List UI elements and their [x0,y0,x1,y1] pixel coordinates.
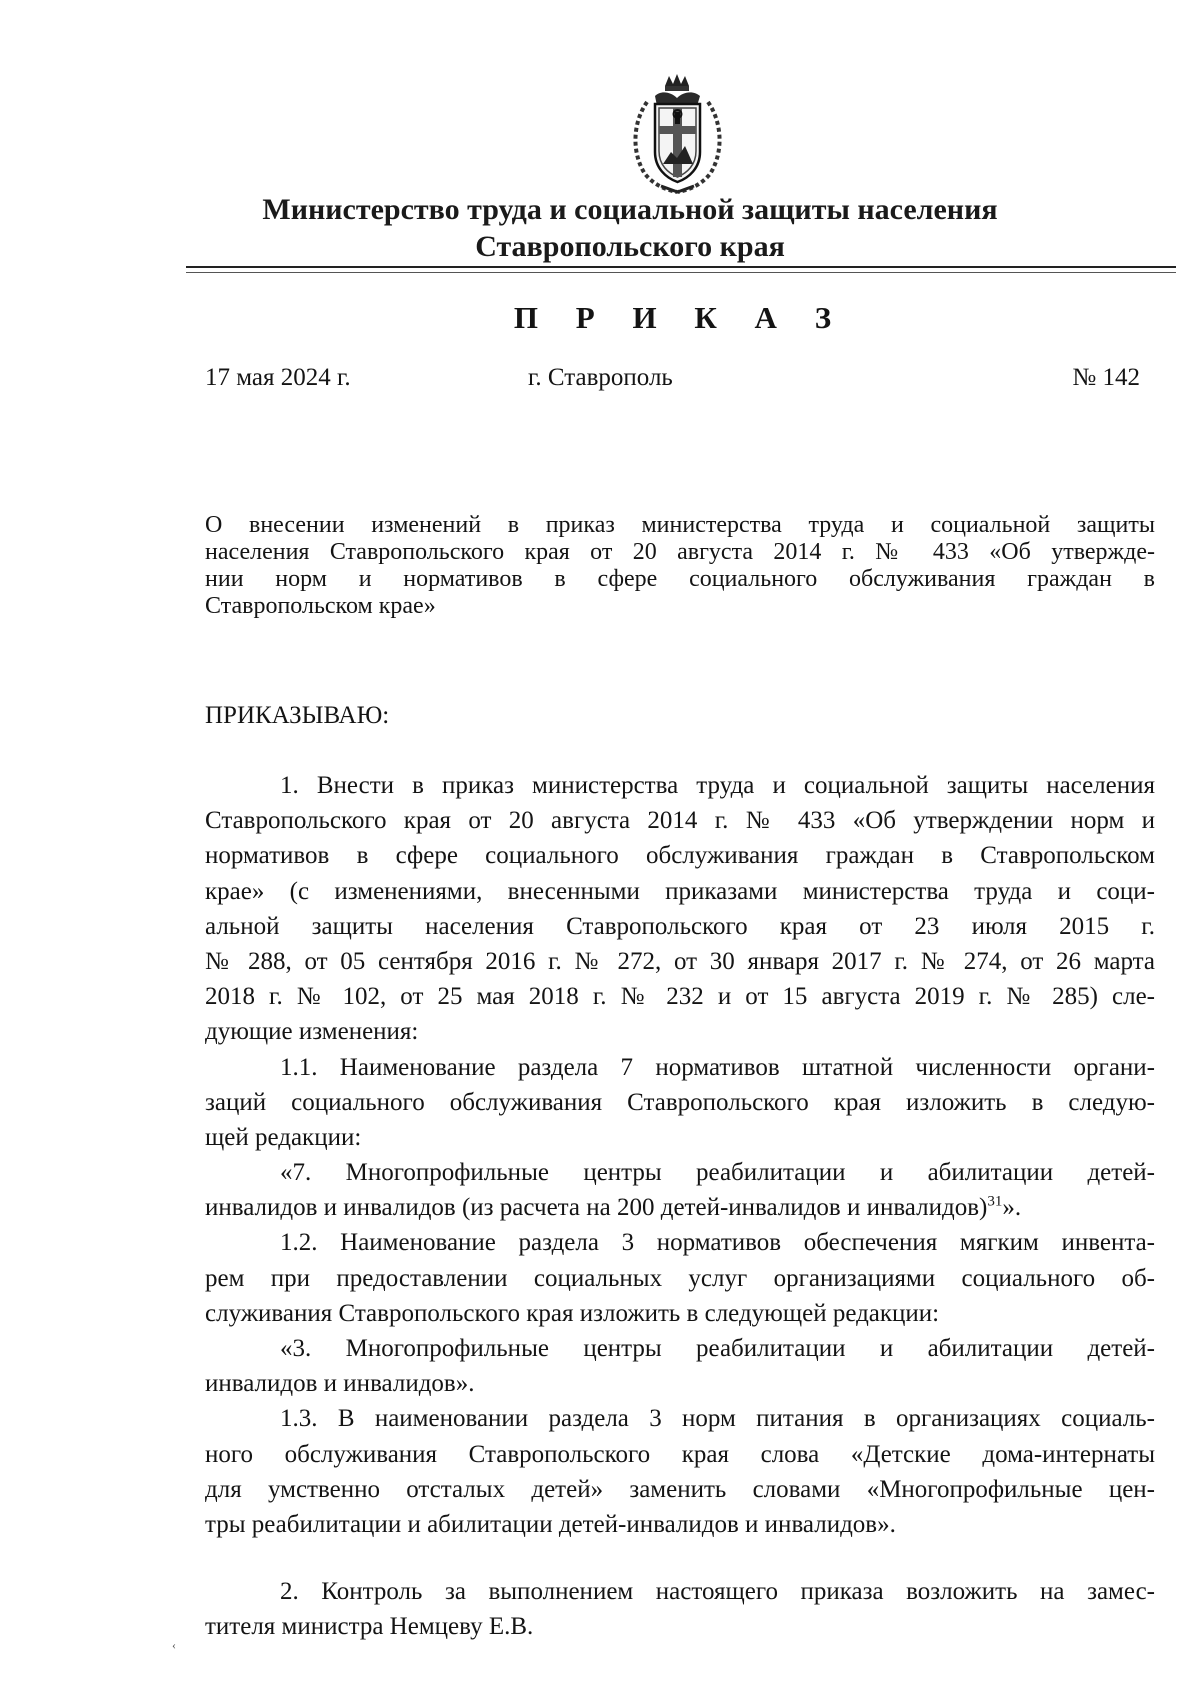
ministry-name-line-1: Министерство труда и социальной защиты населения [262,193,998,226]
order-city: г. Ставрополь [528,364,673,391]
body-line: щей редакции: [205,1123,362,1151]
subject-line: Ставропольском крае» [205,593,436,619]
body-line: ного обслуживания Ставропольского края слова «Детские дома-интернаты [205,1440,1155,1468]
body-line: «3. Многопрофильные центры реабилитации и абилитации детей- [280,1335,1155,1362]
body-line: 1.2. Наименование раздела 3 нормативов обеспечения мягким инвента- [280,1229,1155,1257]
ministry-name-line-2: Ставропольского края [475,230,785,263]
subject-line: нии норм и нормативов в сфере социального обслуживания граждан в [205,566,1155,592]
body-line: 1.1. Наименование раздела 7 нормативов штатной численности органи- [280,1053,1155,1081]
body-line: тителя министра Немцеву Е.В. [205,1613,534,1641]
body-line: для умственно отсталых детей» заменить словами «Многопрофильные цен- [205,1475,1155,1503]
order-body [205,768,1155,1645]
body-line: альной защиты населения Ставропольского края от 23 июля 2015 г. [205,912,1155,940]
body-line: тры реабилитации и абилитации детей-инвалидов и инвалидов». [205,1510,896,1538]
body-line: Ставропольского края от 20 августа 2014 г. № 433 «Об утверждении норм и [205,807,1155,835]
body-line-with-footnote [205,1190,1155,1225]
paragraph-gap [205,1542,1155,1574]
body-line: 2. Контроль за выполнением настоящего приказа возложить на замес- [280,1578,1155,1606]
body-line: «7. Многопрофильные центры реабилитации и абилитации детей- [280,1159,1155,1187]
subject-line: О внесении изменений в приказ министерства труда и социальной защиты [205,512,1155,538]
body-line: 1. Внести в приказ министерства труда и социальной защиты населения [280,772,1155,799]
document-type-title: П Р И К А З [513,300,847,335]
order-date: 17 мая 2024 г. [205,364,351,391]
order-directive: ПРИКАЗЫВАЮ: [205,702,390,729]
body-line: инвалидов и инвалидов». [205,1370,475,1398]
quote-close: ». [1002,1194,1022,1222]
order-subject [205,512,1155,620]
coat-of-arms-emblem [625,72,730,197]
body-line: рем при предоставлении социальных услуг организациями социального об- [205,1264,1155,1292]
body-line: 1.3. В наименовании раздела 3 норм питания в организациях социаль- [280,1405,1155,1433]
body-line: дующие изменения: [205,1018,419,1046]
header-rule-thin [186,272,1176,273]
header-rule-thick [186,266,1176,268]
body-line-text: инвалидов и инвалидов (из расчета на 200 детей-инвалидов и инвалидов) [205,1194,988,1222]
body-line: № 288, от 05 сентября 2016 г. № 272, от 30 января 2017 г. № 274, от 26 марта [205,947,1155,975]
body-line: 2018 г. № 102, от 25 мая 2018 г. № 232 и от 15 августа 2019 г. № 285) сле- [205,983,1155,1011]
body-line: крае» (с изменениями, внесенными приказами министерства труда и соци- [205,877,1155,905]
stray-scan-mark: ‹ [172,1638,176,1652]
body-line: служивания Ставропольского края изложить в следующей редакции: [205,1299,940,1327]
footnote-mark: 31 [987,1193,1003,1210]
order-number: № 142 [1072,364,1140,391]
subject-line: населения Ставропольского края от 20 августа 2014 г. № 433 «Об утвержде- [205,539,1155,565]
body-line: нормативов в сфере социального обслуживания граждан в Ставропольском [205,842,1155,870]
body-line: заций социального обслуживания Ставропольского края изложить в следую- [205,1088,1155,1116]
